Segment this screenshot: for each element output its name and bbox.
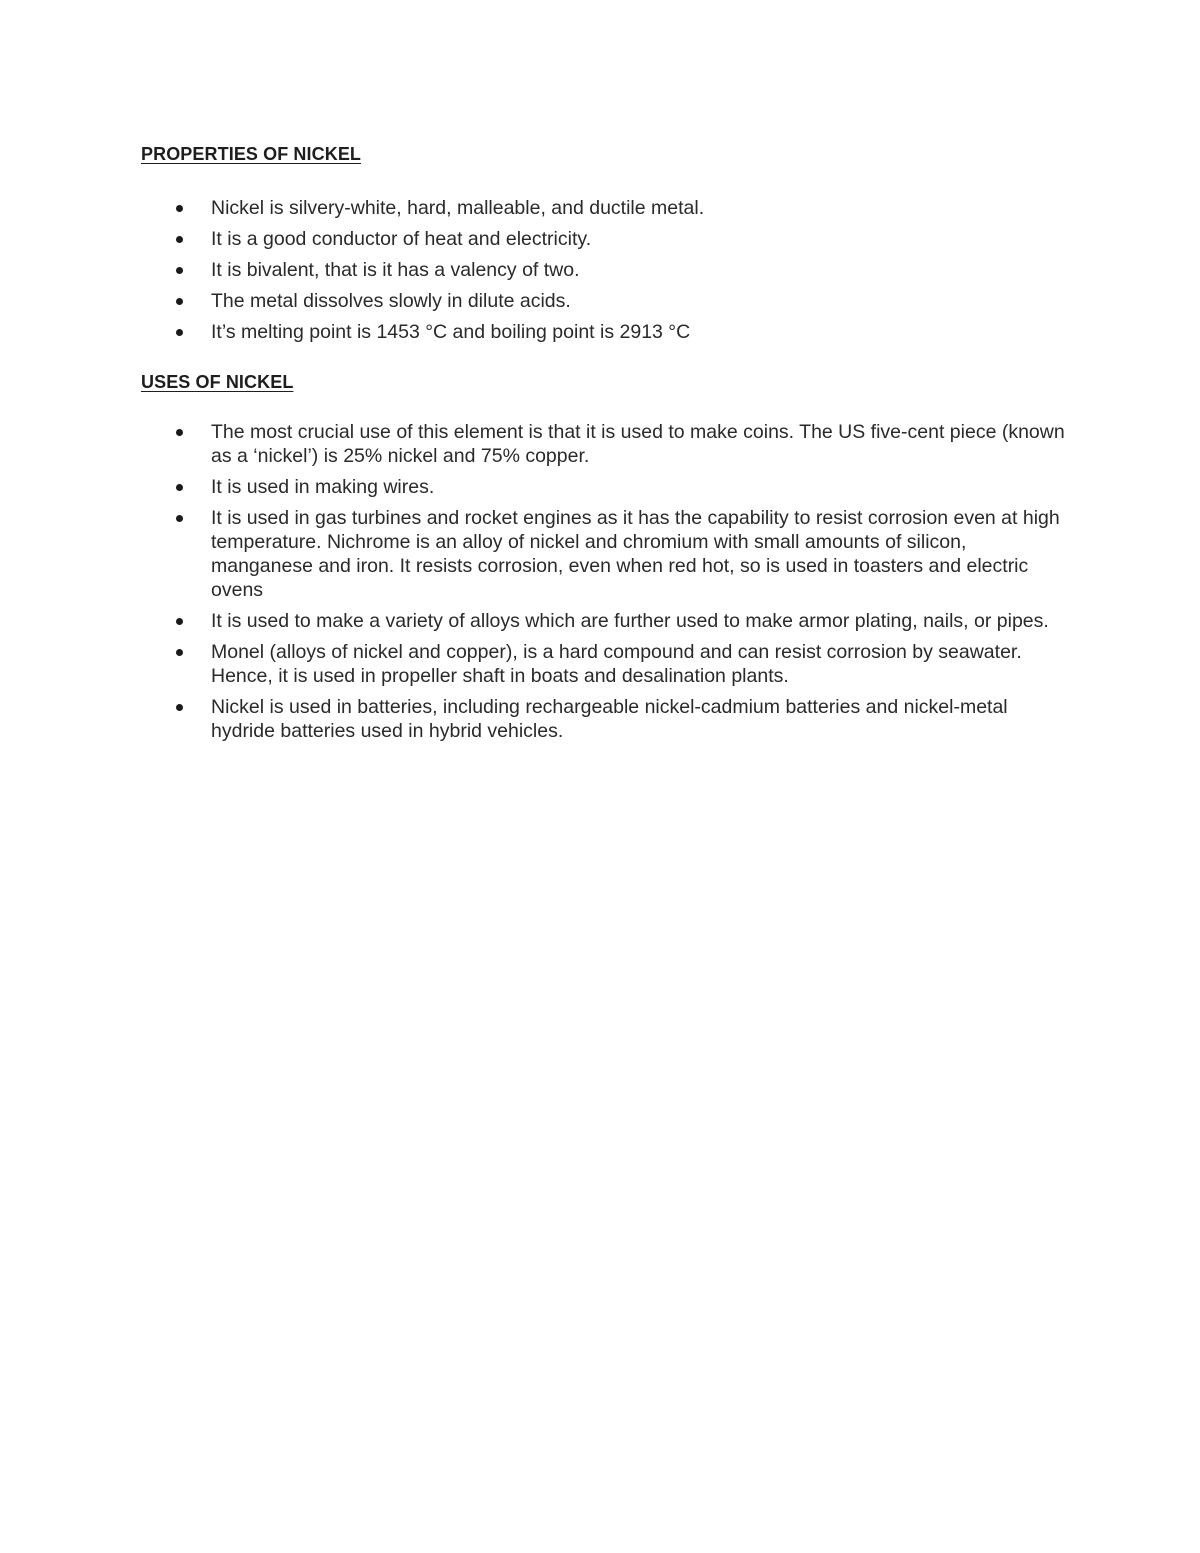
list-item-text: It’s melting point is 1453 °C and boiling point is 2913 °C	[211, 321, 691, 343]
list-item	[0, 227, 1071, 251]
list-item	[0, 258, 1071, 282]
bullet-icon	[176, 267, 183, 274]
bullet-icon	[176, 205, 183, 212]
uses-list	[0, 420, 1200, 750]
list-item-text: It is bivalent, that is it has a valency of two.	[211, 259, 580, 281]
list-item-text: It is a good conductor of heat and electricity.	[211, 228, 592, 250]
list-item	[0, 289, 1071, 313]
list-item	[0, 320, 1071, 344]
bullet-icon	[176, 618, 183, 625]
list-item-text: The most crucial use of this element is that it is used to make coins. The US five-cent piece (known as a ‘nickel’) is 25% nickel and 75% copper.	[211, 421, 1065, 467]
bullet-icon	[176, 704, 183, 711]
bullet-icon	[176, 429, 183, 436]
list-item	[0, 640, 1071, 688]
list-item-text: The metal dissolves slowly in dilute acids.	[211, 290, 571, 312]
properties-heading: PROPERTIES OF NICKEL	[141, 144, 362, 164]
list-item	[0, 609, 1071, 633]
bullet-icon	[176, 236, 183, 243]
list-item-text: It is used to make a variety of alloys which are further used to make armor plating, nails, or pipes.	[211, 610, 1049, 632]
properties-list	[0, 196, 1200, 351]
list-item	[0, 506, 1071, 602]
list-item	[0, 475, 1071, 499]
list-item	[0, 695, 1071, 743]
bullet-icon	[176, 649, 183, 656]
list-item-text: It is used in gas turbines and rocket engines as it has the capability to resist corrosion even at high temperature. Nichrome is an alloy of nickel and chromium with small amounts of silicon, manganese and iron. It resists corrosion, even when red hot, so is used in toasters and electric ovens	[211, 507, 1060, 601]
bullet-icon	[176, 329, 183, 336]
list-item-text: Nickel is silvery-white, hard, malleable, and ductile metal.	[211, 197, 705, 219]
bullet-icon	[176, 515, 183, 522]
bullet-icon	[176, 298, 183, 305]
list-item-text: Monel (alloys of nickel and copper), is a hard compound and can resist corrosion by seawater. Hence, it is used in propeller shaft in boats and desalination plants.	[211, 641, 1022, 687]
list-item	[0, 196, 1071, 220]
list-item-text: Nickel is used in batteries, including rechargeable nickel-cadmium batteries and nickel-metal hydride batteries used in hybrid vehicles.	[211, 696, 1008, 742]
list-item-text: It is used in making wires.	[211, 476, 435, 498]
bullet-icon	[176, 484, 183, 491]
list-item	[0, 420, 1071, 468]
uses-heading: USES OF NICKEL	[141, 372, 294, 392]
